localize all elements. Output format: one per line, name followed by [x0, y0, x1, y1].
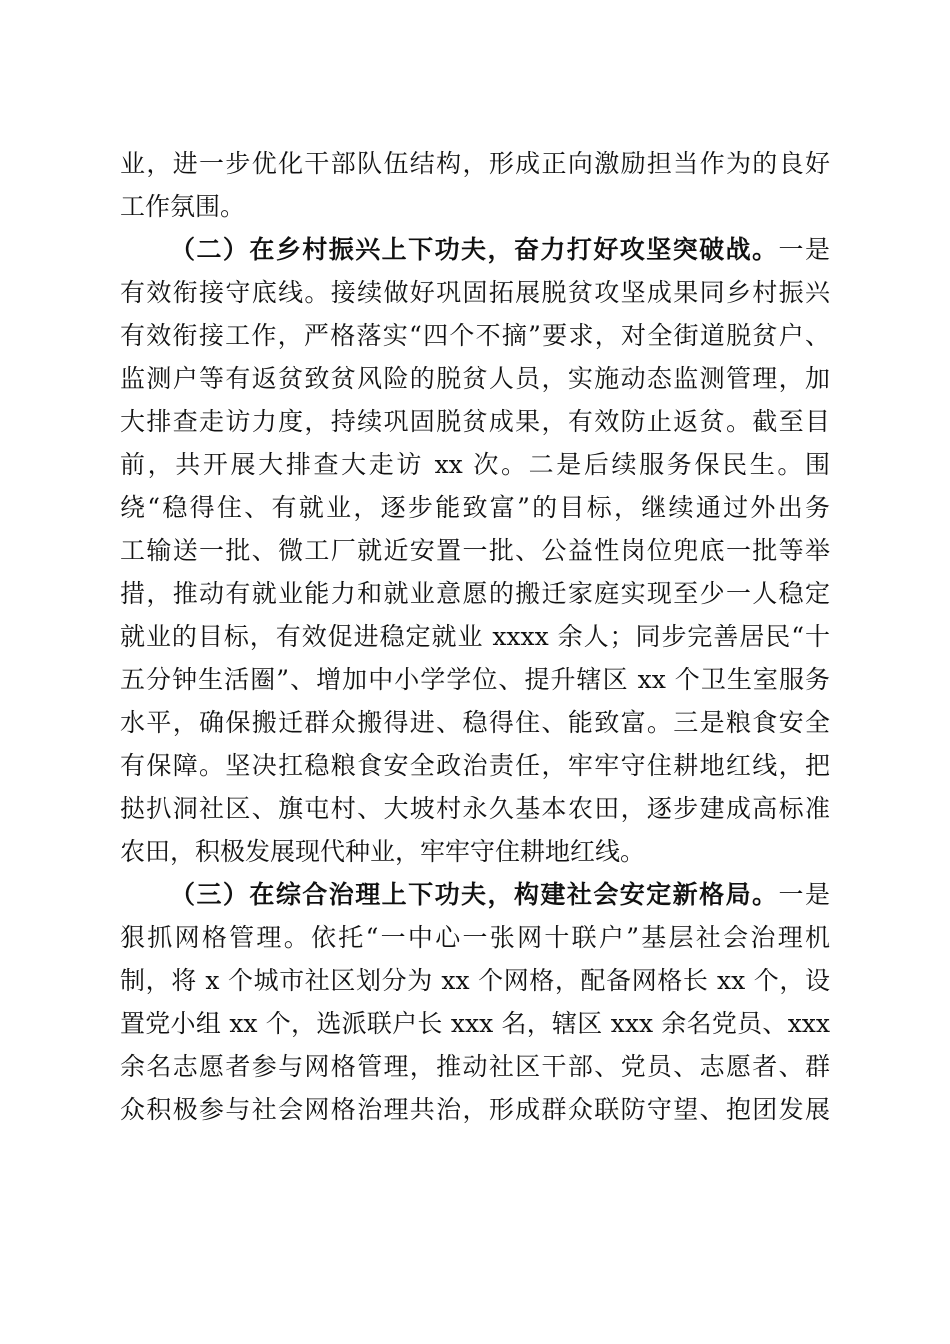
- text-line: [120, 443, 830, 486]
- text-line: [120, 658, 830, 701]
- text-line: [120, 701, 830, 744]
- text-line: [120, 572, 830, 615]
- text-line: [120, 357, 830, 400]
- text-line: [120, 142, 830, 185]
- line-text: 一是: [778, 880, 830, 909]
- text-line: [120, 1002, 830, 1045]
- document-body: [120, 142, 830, 1131]
- text-line: [120, 830, 830, 873]
- section-heading-line: [120, 228, 830, 271]
- line-text: 绕“稳得住、有就业，逐步能致富”的目标，继续通过外出务: [120, 493, 830, 522]
- line-text: 工作氛围。: [120, 192, 246, 221]
- line-text: 挞扒洞社区、旗屯村、大坡村永久基本农田，逐步建成高标准: [120, 794, 830, 823]
- line-text: 就业的目标，有效促进稳定就业 xxxx 余人；同步完善居民“十: [120, 622, 830, 651]
- text-line: [120, 916, 830, 959]
- section-heading: （三）在综合治理上下功夫，构建社会安定新格局。: [170, 880, 779, 909]
- line-text: 置党小组 xx 个，选派联户长 xxx 名，辖区 xxx 余名党员、xxx: [120, 1009, 830, 1038]
- line-text: 有效衔接守底线。接续做好巩固拓展脱贫攻坚成果同乡村振兴: [120, 278, 830, 307]
- line-text: 大排查走访力度，持续巩固脱贫成果，有效防止返贫。截至目: [120, 407, 830, 436]
- text-line: [120, 271, 830, 314]
- text-line: [120, 1088, 830, 1131]
- line-text: 余名志愿者参与网格管理，推动社区干部、党员、志愿者、群: [120, 1052, 830, 1081]
- line-text: 工输送一批、微工厂就近安置一批、公益性岗位兜底一批等举: [120, 536, 830, 565]
- line-text: 水平，确保搬迁群众搬得进、稳得住、能致富。三是粮食安全: [120, 708, 830, 737]
- line-text: 措，推动有就业能力和就业意愿的搬迁家庭实现至少一人稳定: [120, 579, 830, 608]
- line-text: 狠抓网格管理。依托“一中心一张网十联户”基层社会治理机: [120, 923, 830, 952]
- section-heading-line: [120, 873, 830, 916]
- text-line: [120, 185, 830, 228]
- text-line: [120, 529, 830, 572]
- line-text: 农田，积极发展现代种业，牢牢守住耕地红线。: [120, 837, 646, 866]
- text-line: [120, 400, 830, 443]
- line-text: 业，进一步优化干部队伍结构，形成正向激励担当作为的良好: [120, 149, 830, 178]
- line-text: 前，共开展大排查大走访 xx 次。二是后续服务保民生。围: [120, 450, 830, 479]
- text-line: [120, 486, 830, 529]
- text-line: [120, 615, 830, 658]
- text-line: [120, 314, 830, 357]
- line-text: 五分钟生活圈”、增加中小学学位、提升辖区 xx 个卫生室服务: [120, 665, 830, 694]
- section-heading: （二）在乡村振兴上下功夫，奋力打好攻坚突破战。: [170, 235, 779, 264]
- text-line: [120, 959, 830, 1002]
- line-text: 监测户等有返贫致贫风险的脱贫人员，实施动态监测管理，加: [120, 364, 830, 393]
- line-text: 众积极参与社会网格治理共治，形成群众联防守望、抱团发展: [120, 1095, 830, 1124]
- text-line: [120, 787, 830, 830]
- line-text: 一是: [778, 235, 830, 264]
- line-text: 制，将 x 个城市社区划分为 xx 个网格，配备网格长 xx 个，设: [120, 966, 830, 995]
- text-line: [120, 744, 830, 787]
- line-text: 有效衔接工作，严格落实“四个不摘”要求，对全街道脱贫户、: [120, 321, 830, 350]
- text-line: [120, 1045, 830, 1088]
- line-text: 有保障。坚决扛稳粮食安全政治责任，牢牢守住耕地红线，把: [120, 751, 830, 780]
